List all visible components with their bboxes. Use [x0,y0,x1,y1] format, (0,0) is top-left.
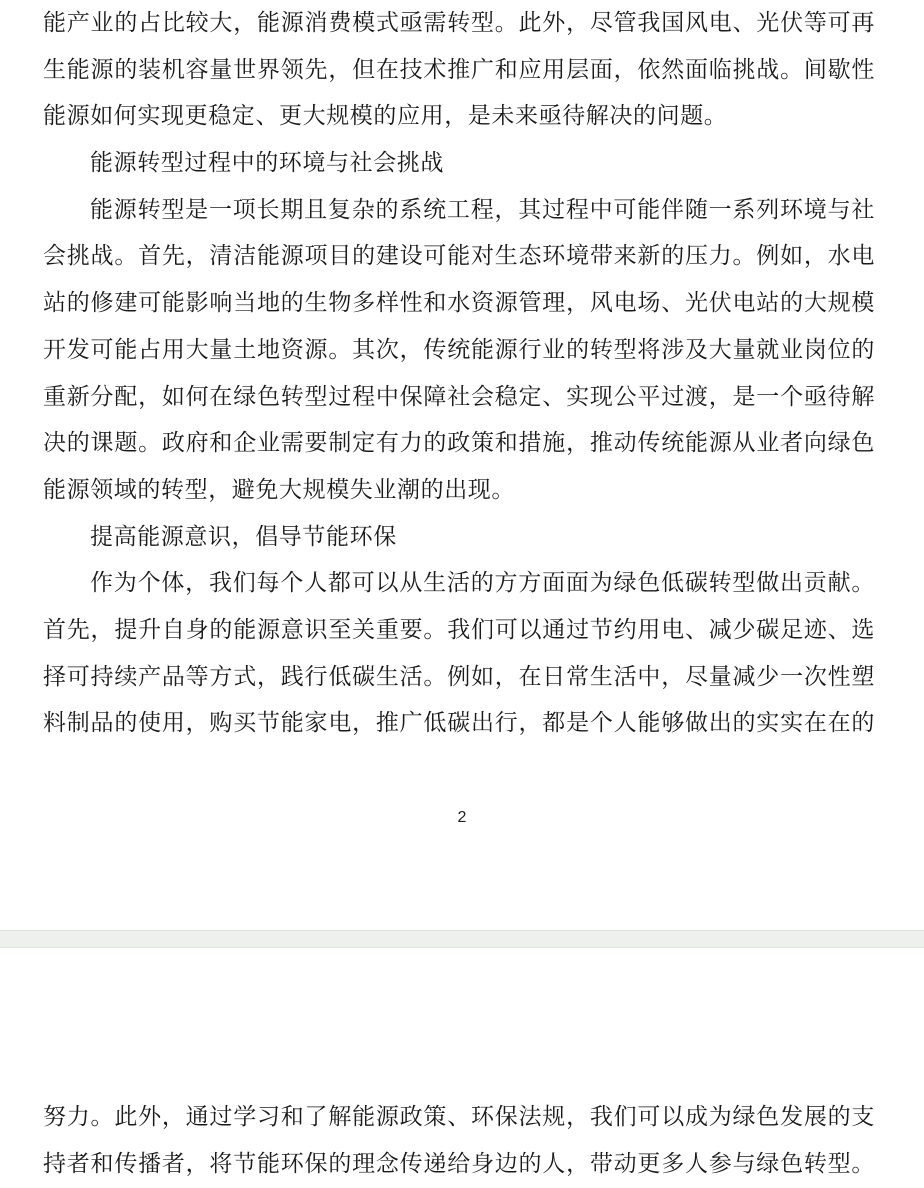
text-line: 生能源的装机容量世界领先，但在技术推广和应用层面，依然面临挑战。间歇性 [43,56,875,83]
page-body-text [43,0,875,747]
text-line: 开发可能占用大量土地资源。其次，传统能源行业的转型将涉及大量就业岗位的 [43,336,875,363]
text-line: 能产业的占比较大，能源消费模式亟需转型。此外，尽管我国风电、光伏等可再 [43,10,875,36]
text-line: 能源如何实现更稳定、更大规模的应用，是未来亟待解决的问题。 [43,103,728,130]
text-line: 会挑战。首先，清洁能源项目的建设可能对生态环境带来新的压力。例如，水电 [43,243,875,270]
text-line: 择可持续产品等方式，践行低碳生活。例如，在日常生活中，尽量减少一次性塑 [43,663,875,690]
text-line: 能源领域的转型，避免大规模失业潮的出现。 [43,476,515,503]
text-line: 料制品的使用，购买节能家电，推广低碳出行，都是个人能够做出的实实在在的 [43,710,875,737]
text-line: 作为个体，我们每个人都可以从生活的方方面面为绿色低碳转型做出贡献。 [90,570,875,597]
document-page-3 [0,948,924,1188]
text-line: 努力。此外，通过学习和了解能源政策、环保法规，我们可以成为绿色发展的支 [43,1104,875,1130]
text-line: 决的课题。政府和企业需要制定有力的政策和措施，推动传统能源从业者向绿色 [43,430,875,457]
text-line: 重新分配，如何在绿色转型过程中保障社会稳定、实现公平过渡，是一个亟待解 [43,383,875,410]
section-heading: 提高能源意识，倡导节能环保 [90,523,397,550]
page-number: 2 [457,809,467,826]
section-heading: 能源转型过程中的环境与社会挑战 [90,150,444,177]
text-line: 首先，提升自身的能源意识至关重要。我们可以通过节约用电、减少碳足迹、选 [43,616,875,643]
text-line: 站的修建可能影响当地的生物多样性和水资源管理，风电场、光伏电站的大规模 [43,290,875,317]
text-line: 能源转型是一项长期且复杂的系统工程，其过程中可能伴随一系列环境与社 [90,196,875,223]
page-body-text [43,1094,875,1187]
text-line: 持者和传播者，将节能环保的理念传递给身边的人，带动更多人参与绿色转型。 [43,1150,875,1177]
page-separator [0,930,924,948]
